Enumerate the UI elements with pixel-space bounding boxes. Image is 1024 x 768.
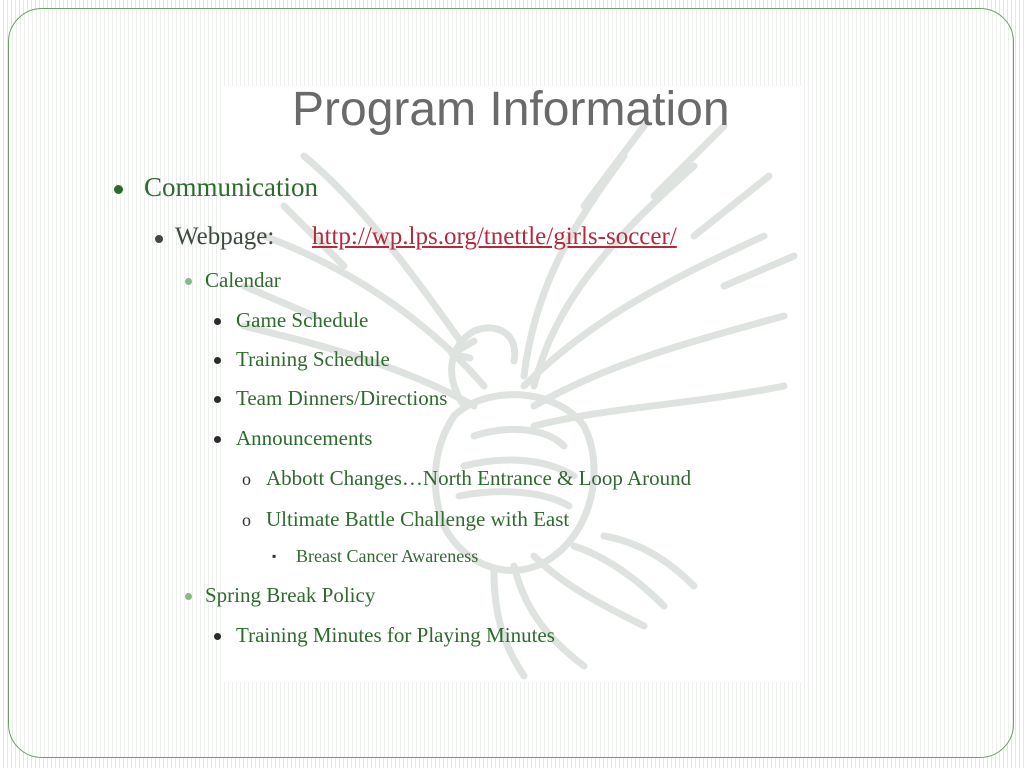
bullet-training-minutes: Training Minutes for Playing Minutes [236, 623, 555, 647]
bullet-dot [214, 357, 221, 364]
bullet-announcements: Announcements [236, 426, 373, 450]
bullet-dot [214, 318, 221, 325]
bullet-calendar: Calendar [205, 268, 281, 292]
bullet-abbott-changes: Abbott Changes…North Entrance & Loop Around [266, 466, 692, 490]
bullet-team-dinners: Team Dinners/Directions [236, 386, 448, 410]
bullet-spring-break: Spring Break Policy [205, 583, 376, 607]
bullet-training-schedule: Training Schedule [236, 347, 390, 371]
bullet-square-marker: ▪ [272, 549, 277, 563]
bullet-dot [155, 235, 163, 243]
bullet-webpage-label: Webpage: [175, 223, 275, 250]
bullet-communication: Communication [144, 172, 318, 202]
bullet-dot [114, 185, 123, 194]
bullet-dot [214, 436, 221, 443]
bullet-breast-cancer: Breast Cancer Awareness [296, 546, 479, 566]
webpage-link[interactable]: http://wp.lps.org/tnettle/girls-soccer/ [312, 223, 677, 250]
bullet-dot [185, 278, 192, 285]
bullet-dot [214, 396, 221, 403]
bullet-ultimate-battle: Ultimate Battle Challenge with East [266, 507, 570, 531]
bullet-dot [185, 593, 192, 600]
bullet-o-marker: o [242, 510, 251, 530]
slide-title: Program Information [292, 83, 730, 136]
bullet-game-schedule: Game Schedule [236, 308, 369, 332]
bullet-o-marker: o [242, 469, 251, 489]
bullet-dot [214, 633, 221, 640]
